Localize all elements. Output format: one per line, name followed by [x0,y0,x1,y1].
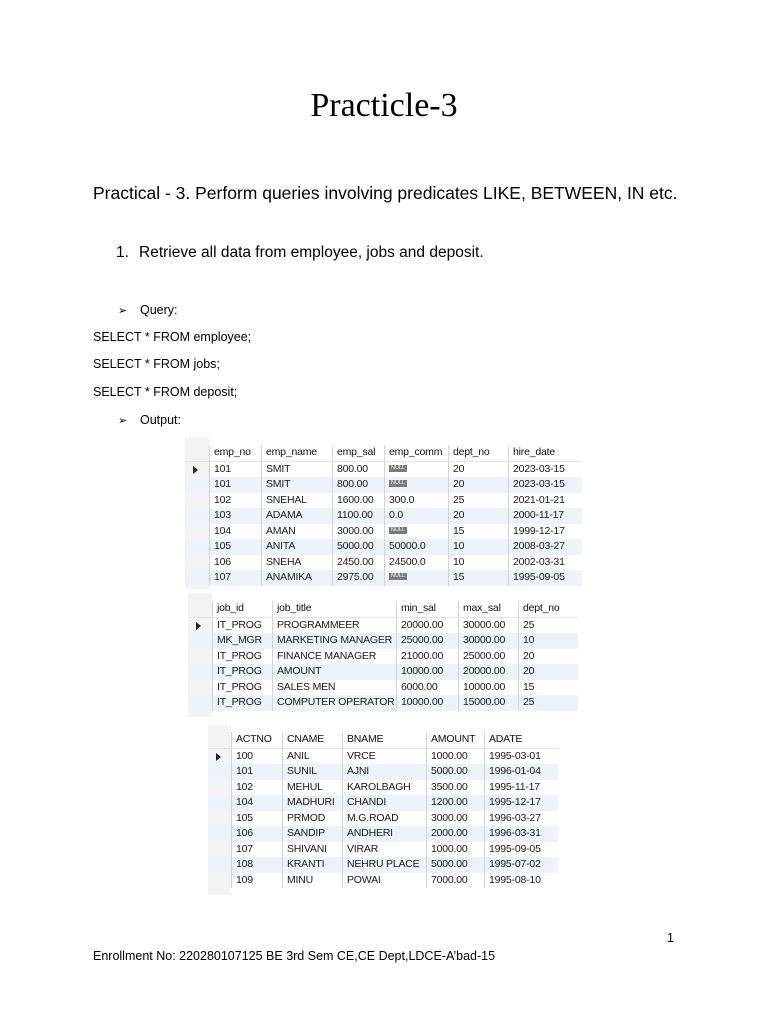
table-cell: 5000.00 [426,764,484,780]
table-row [188,649,578,665]
table-cell: 107 [209,570,261,586]
table-cell: 10 [518,633,578,649]
column-header: dept_no [518,601,578,617]
table-cell: CHANDI [342,795,426,811]
table-cell [384,477,448,493]
null-badge: NULL [391,526,406,533]
table-cell: 2450.00 [332,555,384,571]
table-row [188,695,578,711]
table-cell: 30000.00 [458,633,518,649]
table-cell: 106 [231,826,282,842]
table-cell: 102 [209,493,261,509]
table-cell: 6000.00 [396,680,458,696]
null-badge: NULL [391,480,406,486]
table-cell: 2000-11-17 [508,508,582,524]
table-cell: MINU [282,873,342,889]
table-cell: IT_PROG [212,695,272,711]
table-cell: 100 [231,749,282,765]
table-cell: ADAMA [261,508,332,524]
table-cell: 1996-03-31 [484,826,558,842]
table-row [185,570,582,586]
table-cell: 102 [231,780,282,796]
table-cell: 101 [209,477,261,493]
table-cell: 105 [209,539,261,555]
table-cell [384,524,448,540]
table-cell: 1200.00 [426,795,484,811]
table-cell: 800.00 [332,462,384,478]
table-cell: 15 [448,524,508,540]
table-cell: 10000.00 [396,695,458,711]
table-row [188,633,578,649]
table-cell: FINANCE MANAGER [272,649,396,665]
table-cell [384,462,448,478]
table-cell: 800.00 [332,477,384,493]
table-cell: 2023-03-15 [508,462,582,478]
table-cell: 20 [518,649,578,665]
table-row [208,857,558,873]
table-cell: COMPUTER OPERATOR [272,695,396,711]
practical-heading: Practical - 3. Perform queries involving predicates LIKE, BETWEEN, IN etc. [93,183,678,203]
column-header: job_id [212,601,272,617]
table-row [208,795,558,811]
table-cell: 2002-03-31 [508,555,582,571]
null-badge: NULL [391,464,406,471]
table-cell: VRCE [342,749,426,765]
table-cell: 1600.00 [332,493,384,509]
table-cell: 10000.00 [458,680,518,696]
table-cell: MADHURI [282,795,342,811]
column-header: ACTNO [231,732,282,748]
query-line-employee: SELECT * FROM employee; [93,330,252,344]
table-cell: 10000.00 [396,664,458,680]
table-cell: 20 [448,508,508,524]
column-header: CNAME [282,732,342,748]
column-header: emp_name [261,445,332,461]
table-cell: 5000.00 [426,857,484,873]
table-cell: SNEHA [261,555,332,571]
table-row [208,826,558,842]
table-row [185,539,582,555]
table-row [185,524,582,540]
table-cell: 1000.00 [426,749,484,765]
table-cell: 1995-11-17 [484,780,558,796]
table-cell: 21000.00 [396,649,458,665]
table-cell: AMOUNT [272,664,396,680]
page-number: 1 [667,931,674,945]
column-header: BNAME [342,732,426,748]
table-cell: 3500.00 [426,780,484,796]
numbered-item [116,241,484,265]
null-badge: NULL [391,573,406,579]
table-row [188,680,578,696]
table-cell: 106 [209,555,261,571]
query-bullet [118,301,178,320]
table-row [208,811,558,827]
table-cell: KRANTI [282,857,342,873]
table-cell: AJNI [342,764,426,780]
table-cell: 10 [448,555,508,571]
table-cell: 108 [231,857,282,873]
output-bullet [118,411,181,430]
table-row [185,462,582,478]
table-row [185,508,582,524]
table-cell: 25000.00 [396,633,458,649]
table-cell: 107 [231,842,282,858]
table-row [185,555,582,571]
table-cell: SMIT [261,462,332,478]
table-cell: 3000.00 [426,811,484,827]
table-cell: 15000.00 [458,695,518,711]
table-cell: IT_PROG [212,618,272,634]
column-header: ADATE [484,732,558,748]
table-cell: 20000.00 [396,618,458,634]
table-header-row [208,732,558,749]
column-header: hire_date [508,445,582,461]
jobs-result-grid [188,593,578,717]
table-cell: 2021-01-21 [508,493,582,509]
table-cell: 101 [209,462,261,478]
employee-result-grid [185,437,582,589]
column-header: emp_comm [384,445,448,461]
table-cell: SANDIP [282,826,342,842]
column-header: emp_no [209,445,261,461]
table-cell: 104 [231,795,282,811]
arrow-bullet-icon: ➢ [118,415,128,427]
table-cell: 1996-03-27 [484,811,558,827]
table-cell: 20 [448,462,508,478]
table-header-row [188,601,578,618]
table-cell: 2000.00 [426,826,484,842]
table-row [208,749,558,765]
table-cell: NEHRU PLACE [342,857,426,873]
query-label: Query: [140,303,178,317]
table-cell: 30000.00 [458,618,518,634]
column-header: job_title [272,601,396,617]
page-footer: Enrollment No: 220280107125 BE 3rd Sem CE,CE Dept,LDCE-A’bad-15 [93,949,496,963]
table-cell: 109 [231,873,282,889]
table-cell: 50000.0 [384,539,448,555]
table-cell: 10 [448,539,508,555]
table-cell: IT_PROG [212,680,272,696]
table-cell: 1999-12-17 [508,524,582,540]
table-cell: 103 [209,508,261,524]
table-cell: 104 [209,524,261,540]
page-title: Practicle-3 [310,87,458,124]
table-cell: 20 [448,477,508,493]
table-cell: IT_PROG [212,649,272,665]
table-cell: 7000.00 [426,873,484,889]
table-row [185,477,582,493]
table-cell: SNEHAL [261,493,332,509]
table-cell: SUNIL [282,764,342,780]
table-cell: 20 [518,664,578,680]
table-cell: 25000.00 [458,649,518,665]
table-cell: SALES MEN [272,680,396,696]
table-cell: 1995-08-10 [484,873,558,889]
table-cell: 2008-03-27 [508,539,582,555]
query-line-jobs: SELECT * FROM jobs; [93,357,220,371]
table-cell: 1100.00 [332,508,384,524]
table-cell: PRMOD [282,811,342,827]
table-cell: 101 [231,764,282,780]
table-cell: 15 [518,680,578,696]
column-header: emp_sal [332,445,384,461]
table-cell: MK_MGR [212,633,272,649]
current-row-pointer-icon [193,466,198,474]
table-cell: 25 [518,618,578,634]
table-cell: POWAI [342,873,426,889]
table-cell: ANAMIKA [261,570,332,586]
table-cell: PROGRAMMEER [272,618,396,634]
table-cell: 1995-12-17 [484,795,558,811]
table-cell: 2975.00 [332,570,384,586]
table-cell: MEHUL [282,780,342,796]
deposit-result-grid [208,725,558,895]
item-number: 1. [116,244,129,261]
table-cell: 1995-09-05 [508,570,582,586]
table-row [188,664,578,680]
table-cell: SHIVANI [282,842,342,858]
table-cell [384,570,448,586]
table-cell: 1996-01-04 [484,764,558,780]
table-cell: 24500.0 [384,555,448,571]
column-header: max_sal [458,601,518,617]
table-cell: 25 [448,493,508,509]
table-row [185,493,582,509]
table-cell: SMIT [261,477,332,493]
table-cell: ANITA [261,539,332,555]
output-label: Output: [140,413,181,427]
column-header: AMOUNT [426,732,484,748]
table-cell: 0.0 [384,508,448,524]
table-cell: 1000.00 [426,842,484,858]
table-cell: 300.0 [384,493,448,509]
table-row [208,873,558,889]
table-cell: 1995-09-05 [484,842,558,858]
table-cell: AMAN [261,524,332,540]
table-cell: MARKETING MANAGER [272,633,396,649]
current-row-pointer-icon [196,622,201,630]
table-cell: IT_PROG [212,664,272,680]
table-cell: 2023-03-15 [508,477,582,493]
column-header: dept_no [448,445,508,461]
arrow-bullet-icon: ➢ [118,305,128,317]
table-cell: 3000.00 [332,524,384,540]
table-cell: 5000.00 [332,539,384,555]
table-cell: 20000.00 [458,664,518,680]
table-cell: KAROLBAGH [342,780,426,796]
table-cell: 25 [518,695,578,711]
table-cell: VIRAR [342,842,426,858]
table-row [208,842,558,858]
table-cell: 15 [448,570,508,586]
table-cell: 1995-03-01 [484,749,558,765]
table-cell: 105 [231,811,282,827]
item-text: Retrieve all data from employee, jobs and deposit. [139,244,484,261]
table-row [208,780,558,796]
table-cell: 1995-07-02 [484,857,558,873]
table-cell: ANDHERI [342,826,426,842]
table-cell: ANIL [282,749,342,765]
table-cell: M.G.ROAD [342,811,426,827]
table-row [208,764,558,780]
table-header-row [185,445,582,462]
query-line-deposit: SELECT * FROM deposit; [93,385,238,399]
current-row-pointer-icon [216,753,221,761]
column-header: min_sal [396,601,458,617]
table-row [188,618,578,634]
